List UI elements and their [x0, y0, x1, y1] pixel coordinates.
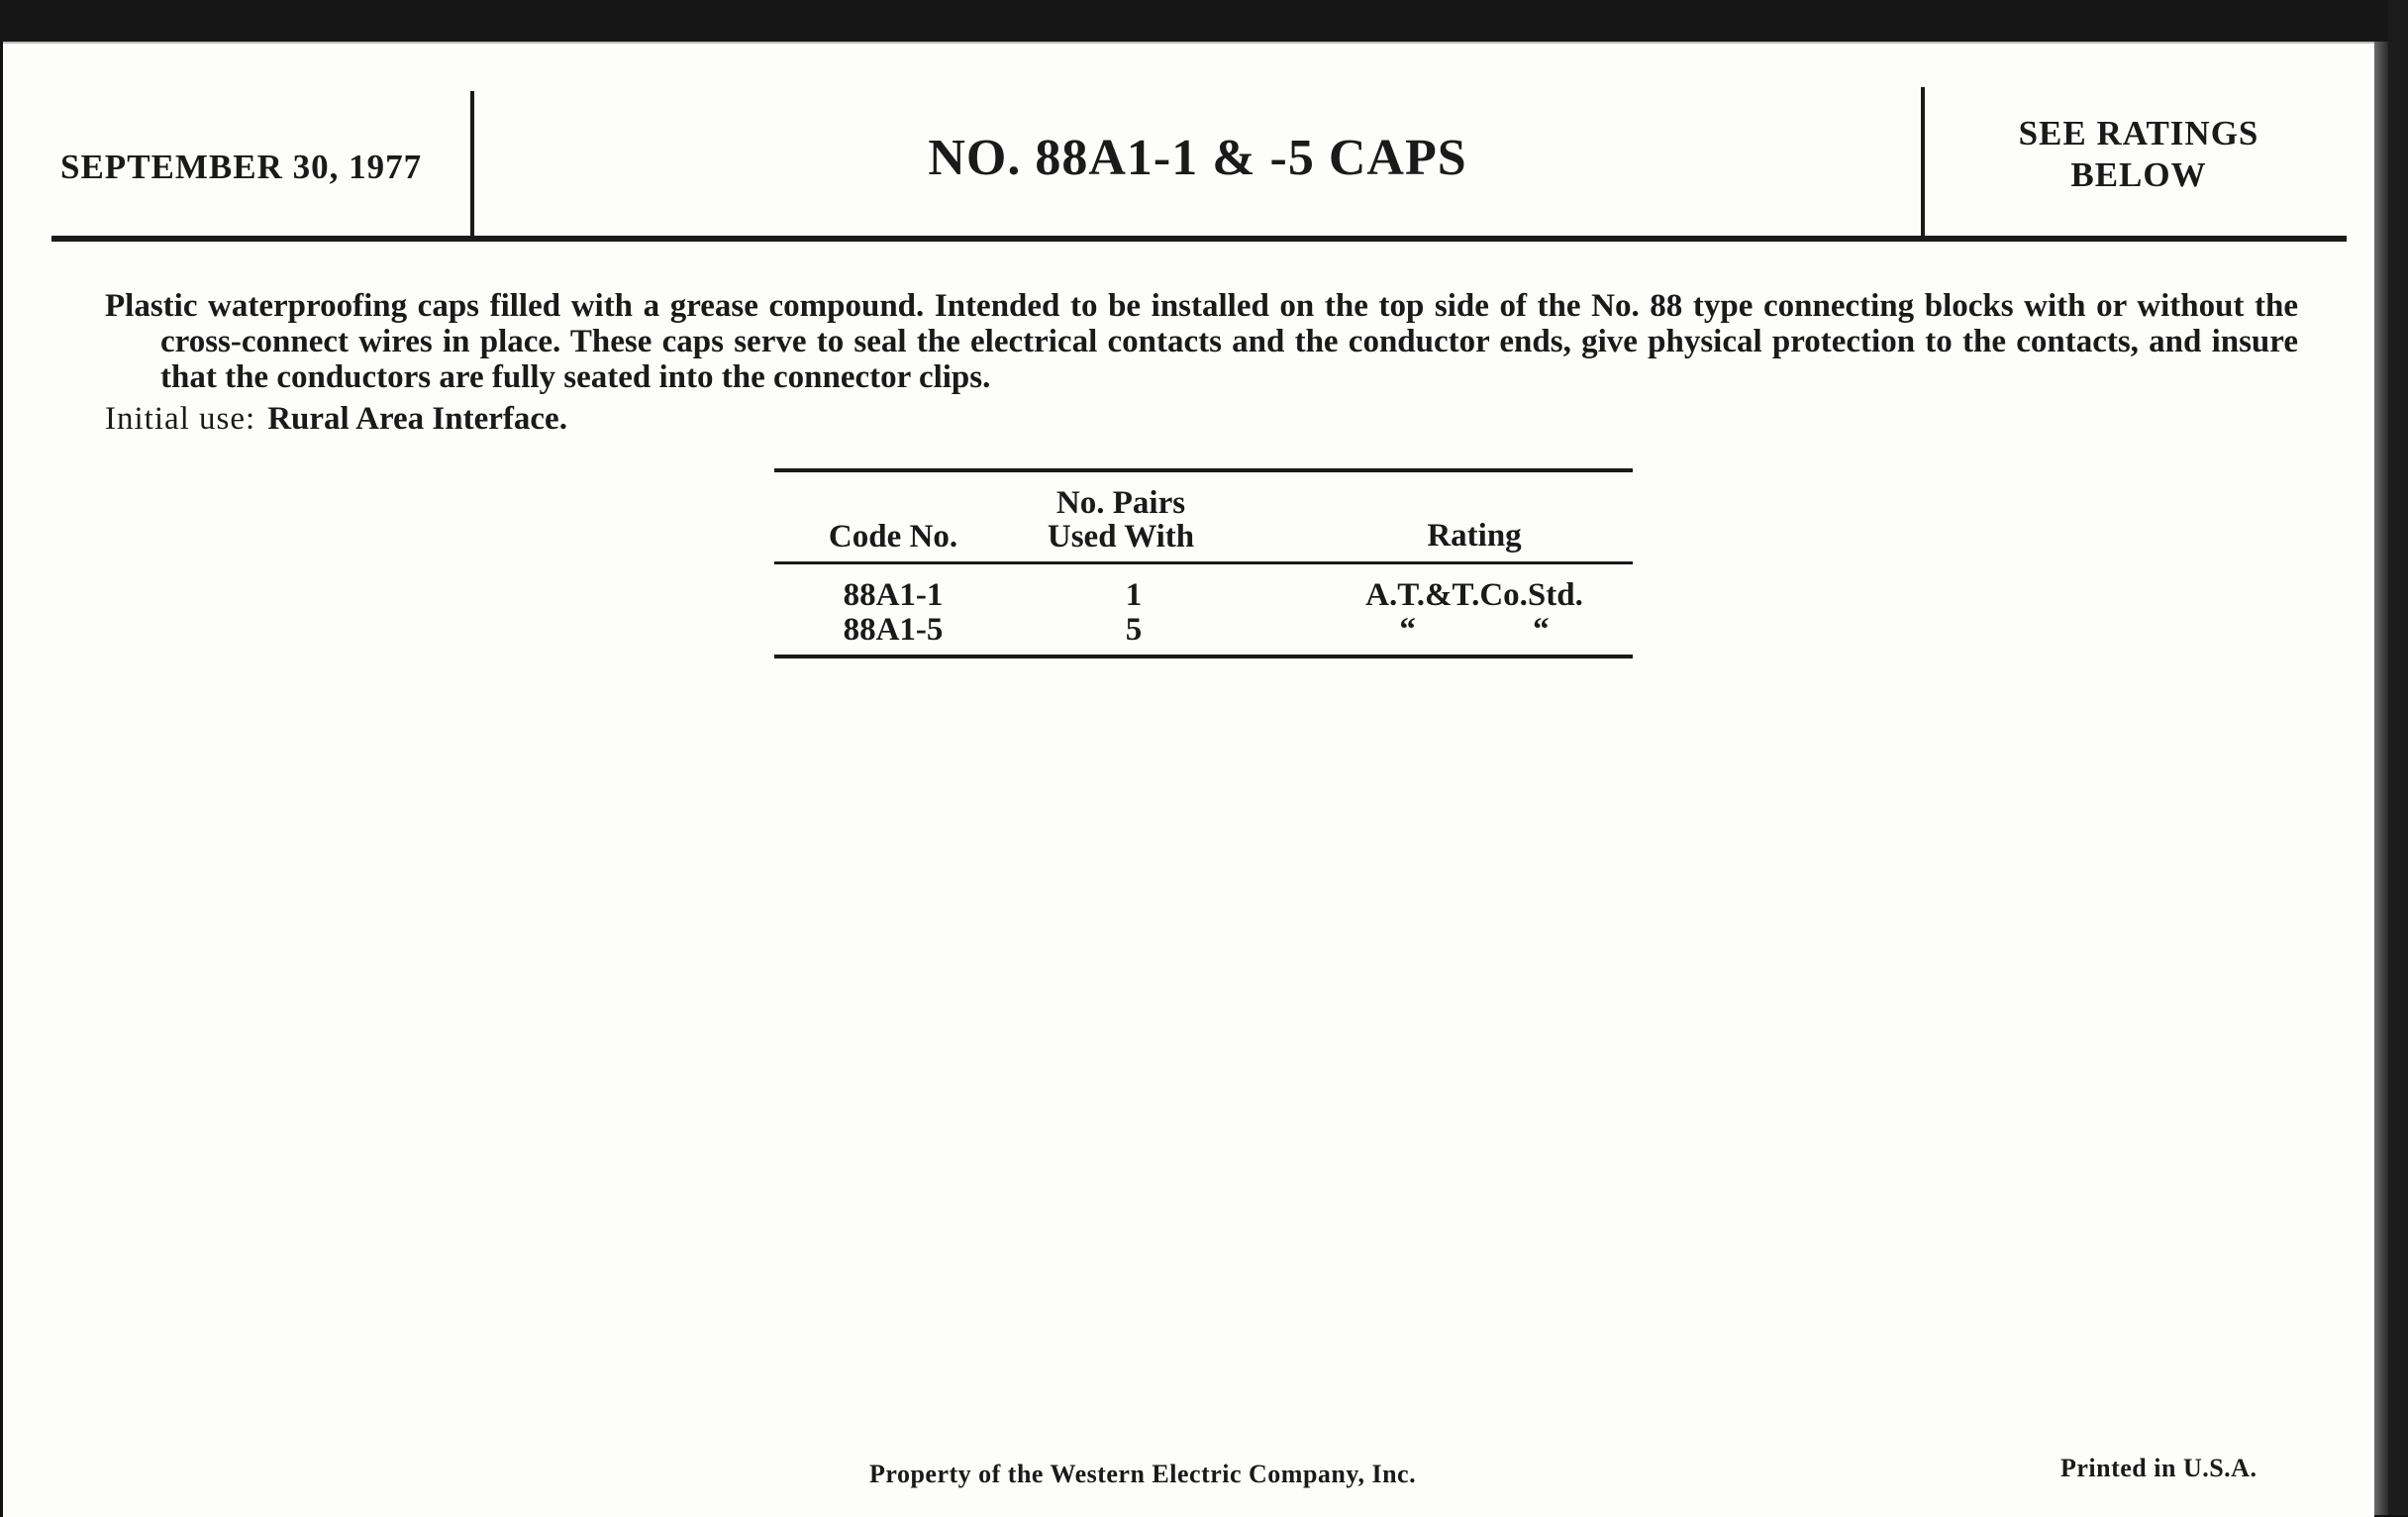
column-header-pairs-line1: No. Pairs [1055, 485, 1186, 521]
initial-use [105, 401, 567, 438]
initial-use-label: Initial use: [105, 401, 256, 437]
scan-border-right [2388, 0, 2408, 1515]
table-cell-code: 88A1-1 [843, 577, 944, 613]
footer-printed-notice: Printed in U.S.A. [2060, 1454, 2258, 1482]
header-divider-right [1921, 87, 1925, 238]
issue-date: SEPTEMBER 30, 1977 [60, 148, 423, 186]
ratings-note-line2: BELOW [2070, 155, 2207, 194]
table-rule-bottom [774, 655, 1633, 658]
footer-property-notice: Property of the Western Electric Company, Inc. [869, 1460, 1417, 1488]
column-header-code: Code No. [828, 519, 958, 555]
document-title: NO. 88A1-1 & -5 CAPS [928, 130, 1467, 186]
table-cell-rating-ditto: “ “ [1399, 612, 1550, 648]
column-header-pairs-line2: Used With [1047, 519, 1195, 555]
table-cell-rating: A.T.&T.Co.Std. [1365, 577, 1583, 613]
table-cell-pairs: 1 [1125, 577, 1143, 613]
table-cell-pairs: 5 [1125, 612, 1143, 648]
table-rule-header [774, 561, 1633, 564]
column-header-pairs [1012, 486, 1230, 554]
table-rule-top [774, 468, 1633, 472]
header-rule [51, 236, 2347, 242]
document-card [3, 42, 2374, 1517]
table-cell-code: 88A1-5 [843, 612, 944, 648]
column-header-rating: Rating [1427, 518, 1522, 554]
description-paragraph: Plastic waterproofing caps filled with a grease compound. Intended to be installed on the top side of the No. 88 type connecting blocks with or without the cross-connect wires in place. These caps serve to seal the electrical contacts and the conductor ends, give physical protection to the contacts, and insure that the conductors are fully seated into the connector clips. [105, 288, 2298, 395]
initial-use-value: Rural Area Interface. [267, 401, 567, 437]
ratings-note-line1: SEE RATINGS [2018, 114, 2259, 152]
scan-border-top [0, 0, 2408, 42]
card-edge-shadow [2374, 42, 2388, 1515]
ratings-note [1926, 113, 2352, 196]
